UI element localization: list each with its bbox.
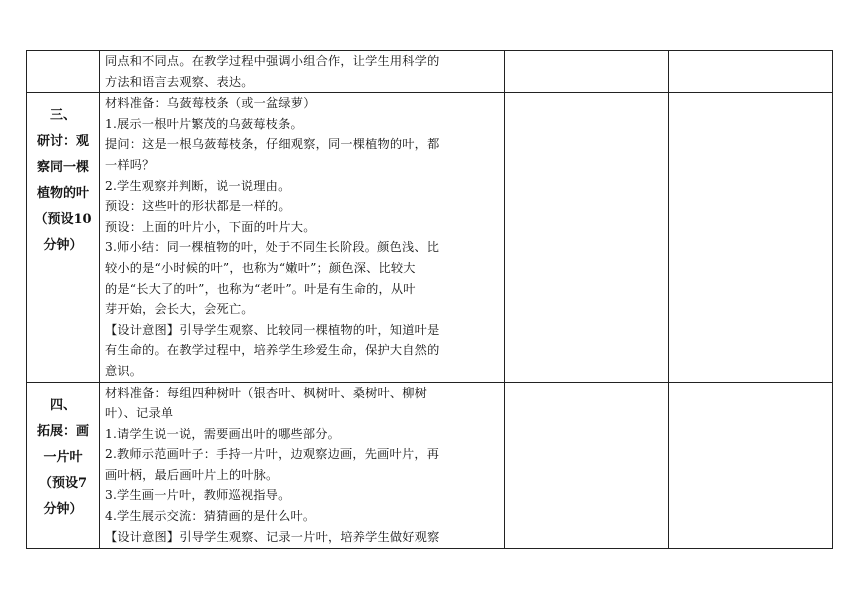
content-line: 【设计意图】引导学生观察、记录一片叶，培养学生做好观察 <box>105 529 440 544</box>
content-line: 画叶柄，最后画叶片上的叶脉。 <box>105 467 279 482</box>
empty-cell <box>505 93 669 382</box>
content-line: 芽开始，会长大，会死亡。 <box>105 302 254 317</box>
content-line: 意识。 <box>105 363 143 378</box>
empty-cell <box>505 382 669 548</box>
content-line: 材料准备：每组四种树叶（银杏叶、枫树叶、桑树叶、柳树 <box>105 385 428 400</box>
content-line: 4.学生展示交流：猜猜画的是什么叶。 <box>105 509 316 524</box>
stage-label-line: 一片叶 <box>43 449 83 465</box>
content-line: 预设：上面的叶片小，下面的叶片大。 <box>105 219 316 234</box>
content-line: 3.师小结：同一棵植物的叶，处于不同生长阶段。颜色浅、比 <box>105 240 440 255</box>
content-line: 一样吗？ <box>105 157 155 172</box>
content-line: 3.学生画一片叶，教师巡视指导。 <box>105 488 291 503</box>
content-cell <box>100 93 505 382</box>
table-row <box>27 93 833 382</box>
content-line: 较小的是“小时候的叶”，也称为“嫩叶”；颜色深、比较大 <box>105 260 416 275</box>
stage-label-line: 分钟） <box>43 501 83 517</box>
empty-cell <box>669 382 833 548</box>
stage-label-line: 四、 <box>49 397 76 413</box>
content-line: 的是“长大了的叶”，也称为“老叶”。叶是有生命的，从叶 <box>105 281 416 296</box>
content-line: 提问：这是一根乌蔹莓枝条，仔细观察，同一棵植物的叶，都 <box>105 137 440 152</box>
stage-label-line: 植物的叶 <box>36 186 89 202</box>
content-line: 方法和语言去观察、表达。 <box>105 74 254 89</box>
content-line: 材料准备：乌蔹莓枝条（或一盆绿萝） <box>105 96 316 111</box>
stage-label-line: 三、 <box>49 108 76 124</box>
stage-label-line: 分钟） <box>43 238 83 254</box>
empty-cell <box>669 51 833 93</box>
stage-label-line: 研讨：观 <box>36 134 89 150</box>
content-line: 【设计意图】引导学生观察、比较同一棵植物的叶，知道叶是 <box>105 322 440 337</box>
content-line: 有生命的。在教学过程中，培养学生珍爱生命，保护大自然的 <box>105 343 440 358</box>
table-row <box>27 382 833 548</box>
content-line: 预设：这些叶的形状都是一样的。 <box>105 199 291 214</box>
lesson-plan-table <box>26 50 833 549</box>
empty-cell <box>505 51 669 93</box>
stage-label-line: 察同一棵 <box>36 160 89 176</box>
stage-label-line: 拓展：画 <box>36 423 89 439</box>
stage-cell <box>27 382 100 548</box>
content-line: 2.教师示范画叶子：手持一片叶，边观察边画，先画叶片，再 <box>105 447 440 462</box>
table-body <box>27 51 833 549</box>
content-cell <box>100 382 505 548</box>
empty-cell <box>669 93 833 382</box>
table-row <box>27 51 833 93</box>
stage-label-line: （预设7 <box>38 475 88 491</box>
content-line: 叶）、记录单 <box>105 406 174 421</box>
content-cell <box>100 51 505 93</box>
stage-cell <box>27 51 100 93</box>
content-line: 1.展示一根叶片繁茂的乌蔹莓枝条。 <box>105 116 303 131</box>
content-line: 1.请学生说一说，需要画出叶的哪些部分。 <box>105 426 341 441</box>
content-line: 同点和不同点。在教学过程中强调小组合作，让学生用科学的 <box>105 54 440 68</box>
content-line: 2.学生观察并判断，说一说理由。 <box>105 178 291 193</box>
stage-cell <box>27 93 100 382</box>
stage-label-line: （预设10 <box>34 212 92 228</box>
